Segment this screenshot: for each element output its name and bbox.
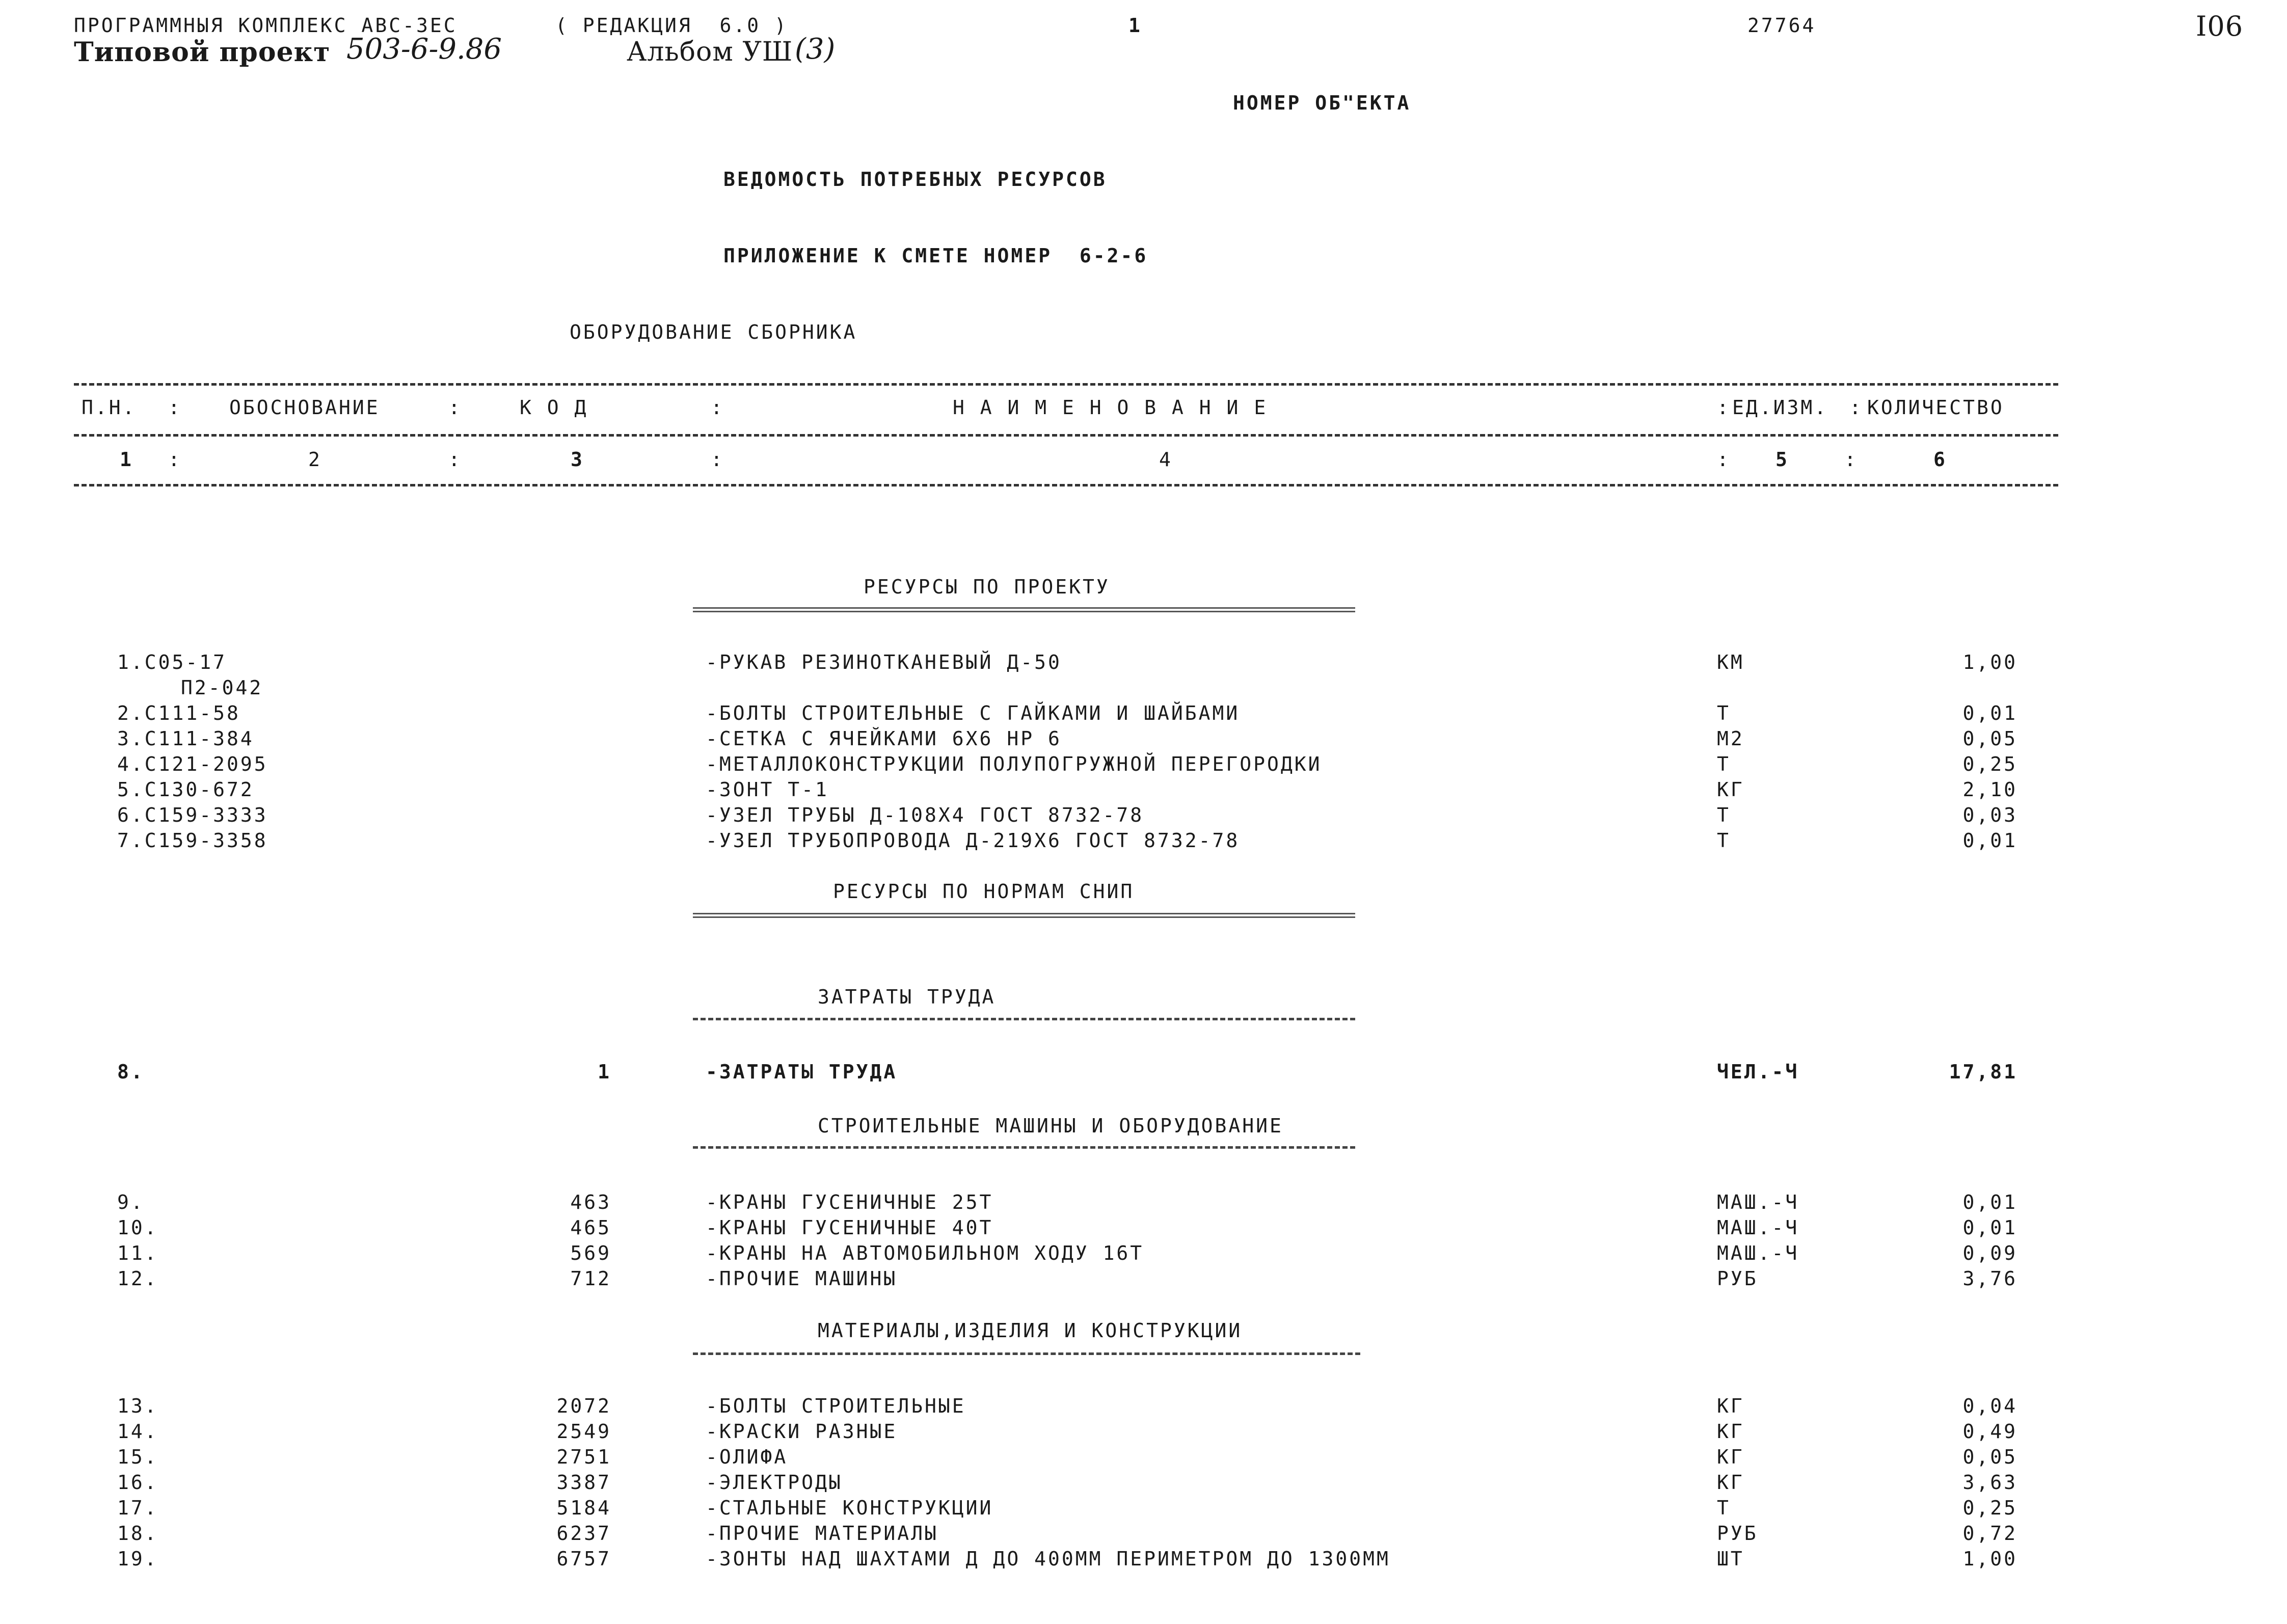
section-project-underline [693, 607, 1355, 612]
row-code: 463 [570, 1191, 611, 1213]
row-name: -КРАНЫ НА АВТОМОБИЛЬНОМ ХОДУ 16Т [706, 1242, 1144, 1264]
row-unit: М2 [1717, 727, 1744, 750]
row-number: 14. [117, 1420, 158, 1443]
row-number: 12. [117, 1267, 158, 1290]
row-name: -ЭЛЕКТРОДЫ [706, 1471, 843, 1494]
row-unit: ШТ [1717, 1548, 1744, 1570]
header-num-5: 5 [1775, 448, 1789, 471]
row-name: -БОЛТЫ СТРОИТЕЛЬНЫЕ С ГАЙКАМИ И ШАЙБАМИ [706, 702, 1240, 724]
row-name: -УЗЕЛ ТРУБЫ Д-108Х4 ГОСТ 8732-78 [706, 804, 1144, 826]
row-unit: МАШ.-Ч [1717, 1242, 1799, 1264]
row-quantity: 0,04 [1962, 1395, 2017, 1417]
page-number: 1 [1128, 14, 1142, 37]
edition-label: ( РЕДАКЦИЯ 6.0 ) [555, 14, 788, 37]
section-project-title: РЕСУРСЫ ПО ПРОЕКТУ [864, 576, 1110, 598]
row-code: 569 [570, 1242, 611, 1264]
row-name: -ПРОЧИЕ МАШИНЫ [706, 1267, 898, 1290]
project-number: 503-6-9.86 [346, 33, 502, 66]
row-number: 7.С159-3358 [117, 829, 268, 852]
album-label: Альбом УШ [627, 37, 793, 67]
row-unit: Т [1717, 1497, 1731, 1519]
header-num-4: 4 [1159, 448, 1173, 471]
header-col-qty: КОЛИЧЕСТВО [1867, 396, 2004, 419]
row-quantity: 0,49 [1962, 1420, 2017, 1443]
row-number: 11. [117, 1242, 158, 1264]
header-rule-bottom [74, 484, 2058, 486]
row-name: -ЗАТРАТЫ ТРУДА [706, 1061, 898, 1083]
row-unit: МАШ.-Ч [1717, 1216, 1799, 1239]
row-unit: КГ [1717, 1471, 1744, 1494]
header-num-6: 6 [1933, 448, 1947, 471]
header-sep: : [1717, 448, 1731, 471]
row-quantity: 0,09 [1962, 1242, 2017, 1264]
row-quantity: 1,00 [1962, 1548, 2017, 1570]
row-name: -ЗОНТ Т-1 [706, 778, 829, 801]
row-number: 5.С130-672 [117, 778, 254, 801]
row-quantity: 17,81 [1949, 1061, 2017, 1083]
row-code: 6237 [556, 1522, 611, 1545]
row-number: 19. [117, 1548, 158, 1570]
row-code: 1 [598, 1061, 611, 1083]
row-quantity: 3,76 [1962, 1267, 2017, 1290]
row-quantity: 0,25 [1962, 753, 2017, 775]
project-label: Типовой проект [74, 37, 331, 68]
album-part: (3) [795, 33, 836, 66]
program-name: ПРОГРАММНЫЯ КОМПЛЕКС АВС-3ЕС [74, 14, 458, 37]
header-sep: : [711, 396, 724, 419]
row-number: 18. [117, 1522, 158, 1545]
row-number: 9. [117, 1191, 145, 1213]
row-name: -РУКАВ РЕЗИНОТКАНЕВЫЙ Д-50 [706, 651, 1062, 673]
header-col-pn: П.Н. [82, 396, 137, 419]
row-number: 1.С05-17 [117, 651, 227, 673]
row-unit: Т [1717, 753, 1731, 775]
row-quantity: 1,00 [1962, 651, 2017, 673]
row-code: 3387 [556, 1471, 611, 1494]
section-machines-underline [693, 1146, 1355, 1149]
row-name: -УЗЕЛ ТРУБОПРОВОДА Д-219Х6 ГОСТ 8732-78 [706, 829, 1240, 852]
header-col-unit: ЕД.ИЗМ. [1732, 396, 1828, 419]
row-name: -СЕТКА С ЯЧЕЙКАМИ 6Х6 НР 6 [706, 727, 1062, 750]
row-quantity: 0,72 [1962, 1522, 2017, 1545]
header-num-3: 3 [571, 448, 584, 471]
row-number: 8. [117, 1061, 145, 1083]
row-quantity: 0,01 [1962, 1191, 2017, 1213]
header-col-name: Н А И М Е Н О В А Н И Е [953, 396, 1268, 419]
row-quantity: 3,63 [1962, 1471, 2017, 1494]
row-code: 465 [570, 1216, 611, 1239]
header-sep: : [448, 448, 462, 471]
header-sep: : [711, 448, 724, 471]
row-name: -МЕТАЛЛОКОНСТРУКЦИИ ПОЛУПОГРУЖНОЙ ПЕРЕГОРОДКИ [706, 753, 1322, 775]
section-materials-title: МАТЕРИАЛЫ,ИЗДЕЛИЯ И КОНСТРУКЦИИ [818, 1319, 1243, 1342]
row-unit: КГ [1717, 1420, 1744, 1443]
appendix-title: ПРИЛОЖЕНИЕ К СМЕТЕ НОМЕР 6-2-6 [723, 245, 1148, 267]
row-number: 16. [117, 1471, 158, 1494]
row-name: -КРАНЫ ГУСЕНИЧНЫЕ 40Т [706, 1216, 993, 1239]
header-col-basis: ОБОСНОВАНИЕ [229, 396, 380, 419]
row-quantity: 0,05 [1962, 1446, 2017, 1468]
row-number: 13. [117, 1395, 158, 1417]
row-code: 712 [570, 1267, 611, 1290]
section-norms-title: РЕСУРСЫ ПО НОРМАМ СНИП [833, 880, 1135, 903]
header-sep: : [168, 396, 182, 419]
row-code: 5184 [556, 1497, 611, 1519]
row-number: 6.С159-3333 [117, 804, 268, 826]
row-quantity: 2,10 [1962, 778, 2017, 801]
row-quantity: 0,01 [1962, 1216, 2017, 1239]
collection-title: ОБОРУДОВАНИЕ СБОРНИКА [570, 321, 857, 343]
row-quantity: 0,01 [1962, 702, 2017, 724]
row-unit: Т [1717, 804, 1731, 826]
row-name: -СТАЛЬНЫЕ КОНСТРУКЦИИ [706, 1497, 993, 1519]
row-number: 17. [117, 1497, 158, 1519]
header-num-2: 2 [308, 448, 322, 471]
header-rule-top [74, 383, 2058, 386]
row-quantity: 0,25 [1962, 1497, 2017, 1519]
document-code: 27764 [1747, 14, 1816, 37]
row-unit: ЧЕЛ.-Ч [1717, 1061, 1799, 1083]
statement-title: ВЕДОМОСТЬ ПОТРЕБНЫХ РЕСУРСОВ [723, 168, 1107, 191]
section-machines-title: СТРОИТЕЛЬНЫЕ МАШИНЫ И ОБОРУДОВАНИЕ [818, 1115, 1283, 1137]
row-name: -КРАНЫ ГУСЕНИЧНЫЕ 25Т [706, 1191, 993, 1213]
row-unit: МАШ.-Ч [1717, 1191, 1799, 1213]
row-code: 2072 [556, 1395, 611, 1417]
row-quantity: 0,03 [1962, 804, 2017, 826]
section-norms-underline [693, 913, 1355, 918]
section-materials-underline [693, 1352, 1360, 1355]
row-unit: КГ [1717, 1446, 1744, 1468]
row-unit: КМ [1717, 651, 1744, 673]
row-unit: Т [1717, 702, 1731, 724]
header-col-code: К О Д [520, 396, 588, 419]
row-quantity: 0,01 [1962, 829, 2017, 852]
row-unit: КГ [1717, 778, 1744, 801]
row-name: -БОЛТЫ СТРОИТЕЛЬНЫЕ [706, 1395, 966, 1417]
row-unit: КГ [1717, 1395, 1744, 1417]
row-name: -ОЛИФА [706, 1446, 788, 1468]
header-num-1: 1 [120, 448, 133, 471]
header-sep: : [1849, 396, 1863, 419]
section-labor-title: ЗАТРАТЫ ТРУДА [818, 986, 996, 1008]
row-code: 6757 [556, 1548, 611, 1570]
row-code: 2549 [556, 1420, 611, 1443]
row-number: 4.С121-2095 [117, 753, 268, 775]
row-number: 2.С111-58 [117, 702, 240, 724]
header-rule-mid [74, 434, 2058, 437]
header-sep: : [168, 448, 182, 471]
row-number: 3.С111-384 [117, 727, 254, 750]
header-sep: : [1844, 448, 1858, 471]
row-code: 2751 [556, 1446, 611, 1468]
row-subnumber: П2-042 [181, 676, 263, 699]
row-quantity: 0,05 [1962, 727, 2017, 750]
header-sep: : [448, 396, 462, 419]
row-number: 10. [117, 1216, 158, 1239]
row-name: -КРАСКИ РАЗНЫЕ [706, 1420, 898, 1443]
object-number-title: НОМЕР ОБ"ЕКТА [1233, 92, 1411, 114]
row-number: 15. [117, 1446, 158, 1468]
row-name: -ЗОНТЫ НАД ШАХТАМИ Д ДО 400ММ ПЕРИМЕТРОМ ДО 1300ММ [706, 1548, 1390, 1570]
row-unit: Т [1717, 829, 1731, 852]
row-unit: РУБ [1717, 1267, 1758, 1290]
section-labor-underline [693, 1018, 1355, 1020]
sheet-number: I06 [2196, 10, 2244, 42]
row-name: -ПРОЧИЕ МАТЕРИАЛЫ [706, 1522, 938, 1545]
header-sep: : [1717, 396, 1731, 419]
row-unit: РУБ [1717, 1522, 1758, 1545]
